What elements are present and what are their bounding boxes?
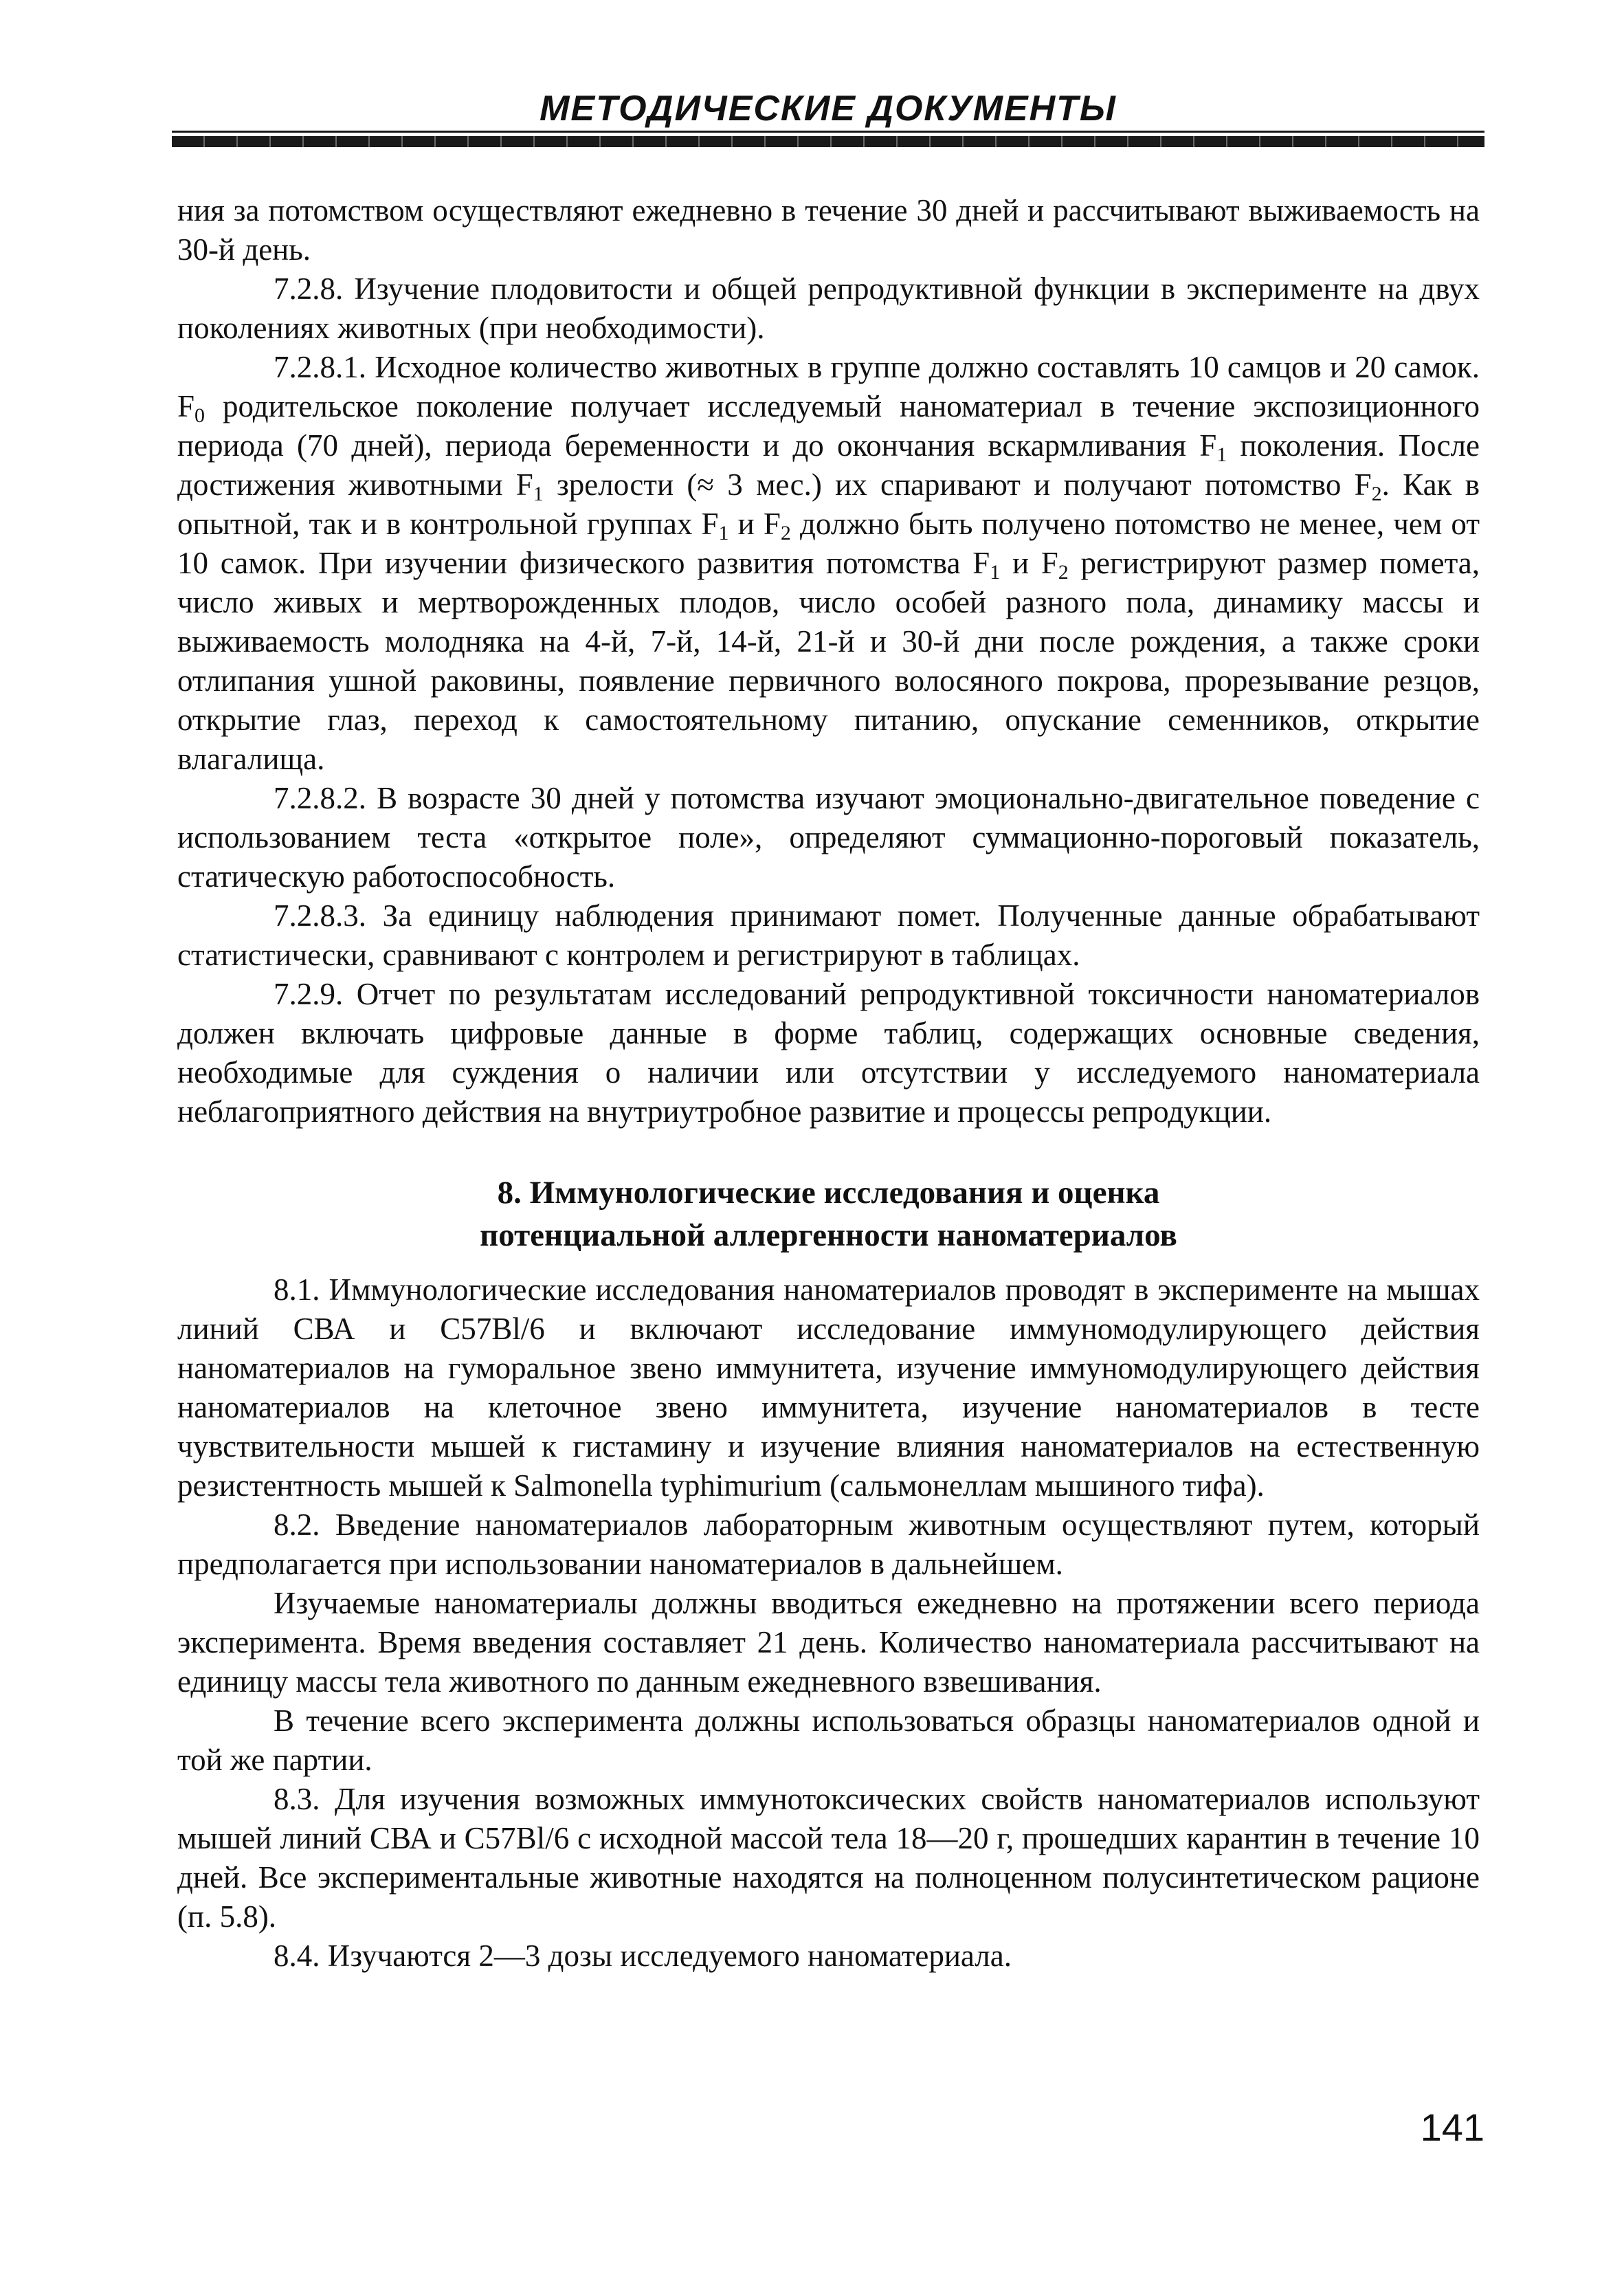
paragraph-continuation: ния за потомством осуществляют ежедневно в течение 30 дней и рассчитывают выживаемость на 30-й день.	[177, 193, 1480, 267]
paragraph-8-1: 8.1. Иммунологические исследования наноматериалов проводят в эксперименте на мышах линий СВА и C57Bl/6 и включают исследование иммуномодулирующего действия наноматериалов на гуморальное звено иммунитета, изучение иммуномодулирующего действия наноматериалов на клеточное звено иммунитета, изучение наноматериалов в тесте чувствительности мышей к гистамину и изучение влияния наноматериалов на естественную резистентность мышей к Salmonella typhimurium (сальмонеллам мышиного тифа).	[177, 1272, 1480, 1503]
text-run: поколения. После достижения животными F	[177, 428, 1480, 502]
paragraph-8-4: 8.4. Изучаются 2—3 дозы исследуемого наноматериала.	[274, 1939, 1012, 1973]
paragraph-7-2-8-3: 7.2.8.3. За единицу наблюдения принимают помет. Полученные данные обрабатывают статистически, сравнивают с контролем и регистрируют в таблицах.	[177, 898, 1480, 972]
body-text	[177, 191, 1480, 1976]
header-rule	[172, 136, 1484, 147]
section-heading-line-1: 8. Иммунологические исследования и оценка	[497, 1175, 1160, 1211]
subscript: 2	[1058, 561, 1069, 584]
text-run: регистрируют размер помета, число живых и мертворожденных плодов, число особей разного пола, динамику массы и выживаемость молодняка на 4-й, 7-й, 14-й, 21-й и 30-й дни после рождения, а также сроки отлипания ушной раковины, появление первичного волосяного покрова, прорезывание резцов, открытие глаз, переход к самостоятельному питанию, опускание семенников, открытие влагалища.	[177, 546, 1480, 776]
subscript: 1	[533, 483, 544, 505]
text-run: и F	[728, 507, 781, 541]
paragraph-8-2-dosing: Изучаемые наноматериалы должны вводиться ежедневно на протяжении всего периода эксперимента. Время введения составляет 21 день. Количество наноматериала рассчитывают на единицу массы тела животного по данным ежедневного взвешивания.	[177, 1586, 1480, 1699]
section-heading-line-2: потенциальной аллергенности наноматериалов	[480, 1217, 1177, 1253]
text-run: 7.2.8.1. Исходное количество животных в группе должно составлять 10 самцов и 20 самок. F	[177, 350, 1480, 423]
text-run: родительское поколение получает исследуемый наноматериал в течение экспозиционного периода (70 дней), периода беременности и до окончания вскармливания F	[177, 389, 1480, 463]
subscript: 1	[990, 561, 1001, 584]
subscript: 2	[780, 522, 791, 544]
header-rule-thin	[172, 131, 1484, 133]
paragraph-7-2-9: 7.2.9. Отчет по результатам исследований репродуктивной токсичности наноматериалов должен включать цифровые данные в форме таблиц, содержащих основные сведения, необходимые для суждения о наличии или отсутствии у исследуемого наноматериала неблагоприятного действия на внутриутробное развитие и процессы репродукции.	[177, 977, 1480, 1129]
subscript: 2	[1371, 483, 1382, 505]
text-run: должно быть получено потомство не менее, чем от 10 самок. При изучении физического развития потомства F	[177, 507, 1480, 580]
subscript: 1	[1216, 443, 1227, 466]
paragraph-7-2-8: 7.2.8. Изучение плодовитости и общей репродуктивной функции в эксперименте на двух поколениях животных (при необходимости).	[177, 272, 1480, 345]
paragraph-8-2: 8.2. Введение наноматериалов лабораторным животным осуществляют путем, который предполагается при использовании наноматериалов в дальнейшем.	[177, 1508, 1480, 1581]
running-header-title: МЕТОДИЧЕСКИЕ ДОКУМЕНТЫ	[540, 89, 1117, 129]
text-run: . Как в опытной, так и в контрольной группах F	[177, 467, 1480, 541]
text-run: и F	[1000, 546, 1058, 580]
text-run: зрелости (≈ 3 мес.) их спаривают и получают потомство F	[543, 467, 1372, 502]
paragraph-7-2-8-2: 7.2.8.2. В возрасте 30 дней у потомства изучают эмоционально-двигательное поведение с использованием теста «открытое поле», определяют суммационно-пороговый показатель, статическую работоспособность.	[177, 781, 1480, 894]
subscript: 1	[718, 522, 729, 544]
subscript: 0	[194, 404, 205, 427]
page-number: 141	[1420, 2106, 1484, 2149]
paragraph-7-2-8-1	[177, 348, 1480, 779]
paragraph-8-3: 8.3. Для изучения возможных иммунотоксических свойств наноматериалов используют мышей линий СВА и C57Bl/6 с исходной массой тела 18—20 г, прошедших карантин в течение 10 дней. Все экспериментальные животные находятся на полноценном полусинтетическом рационе (п. 5.8).	[177, 1782, 1480, 1934]
paragraph-8-2-samples: В течение всего эксперимента должны использоваться образцы наноматериалов одной и той же партии.	[177, 1703, 1480, 1777]
section-heading	[177, 1171, 1480, 1257]
